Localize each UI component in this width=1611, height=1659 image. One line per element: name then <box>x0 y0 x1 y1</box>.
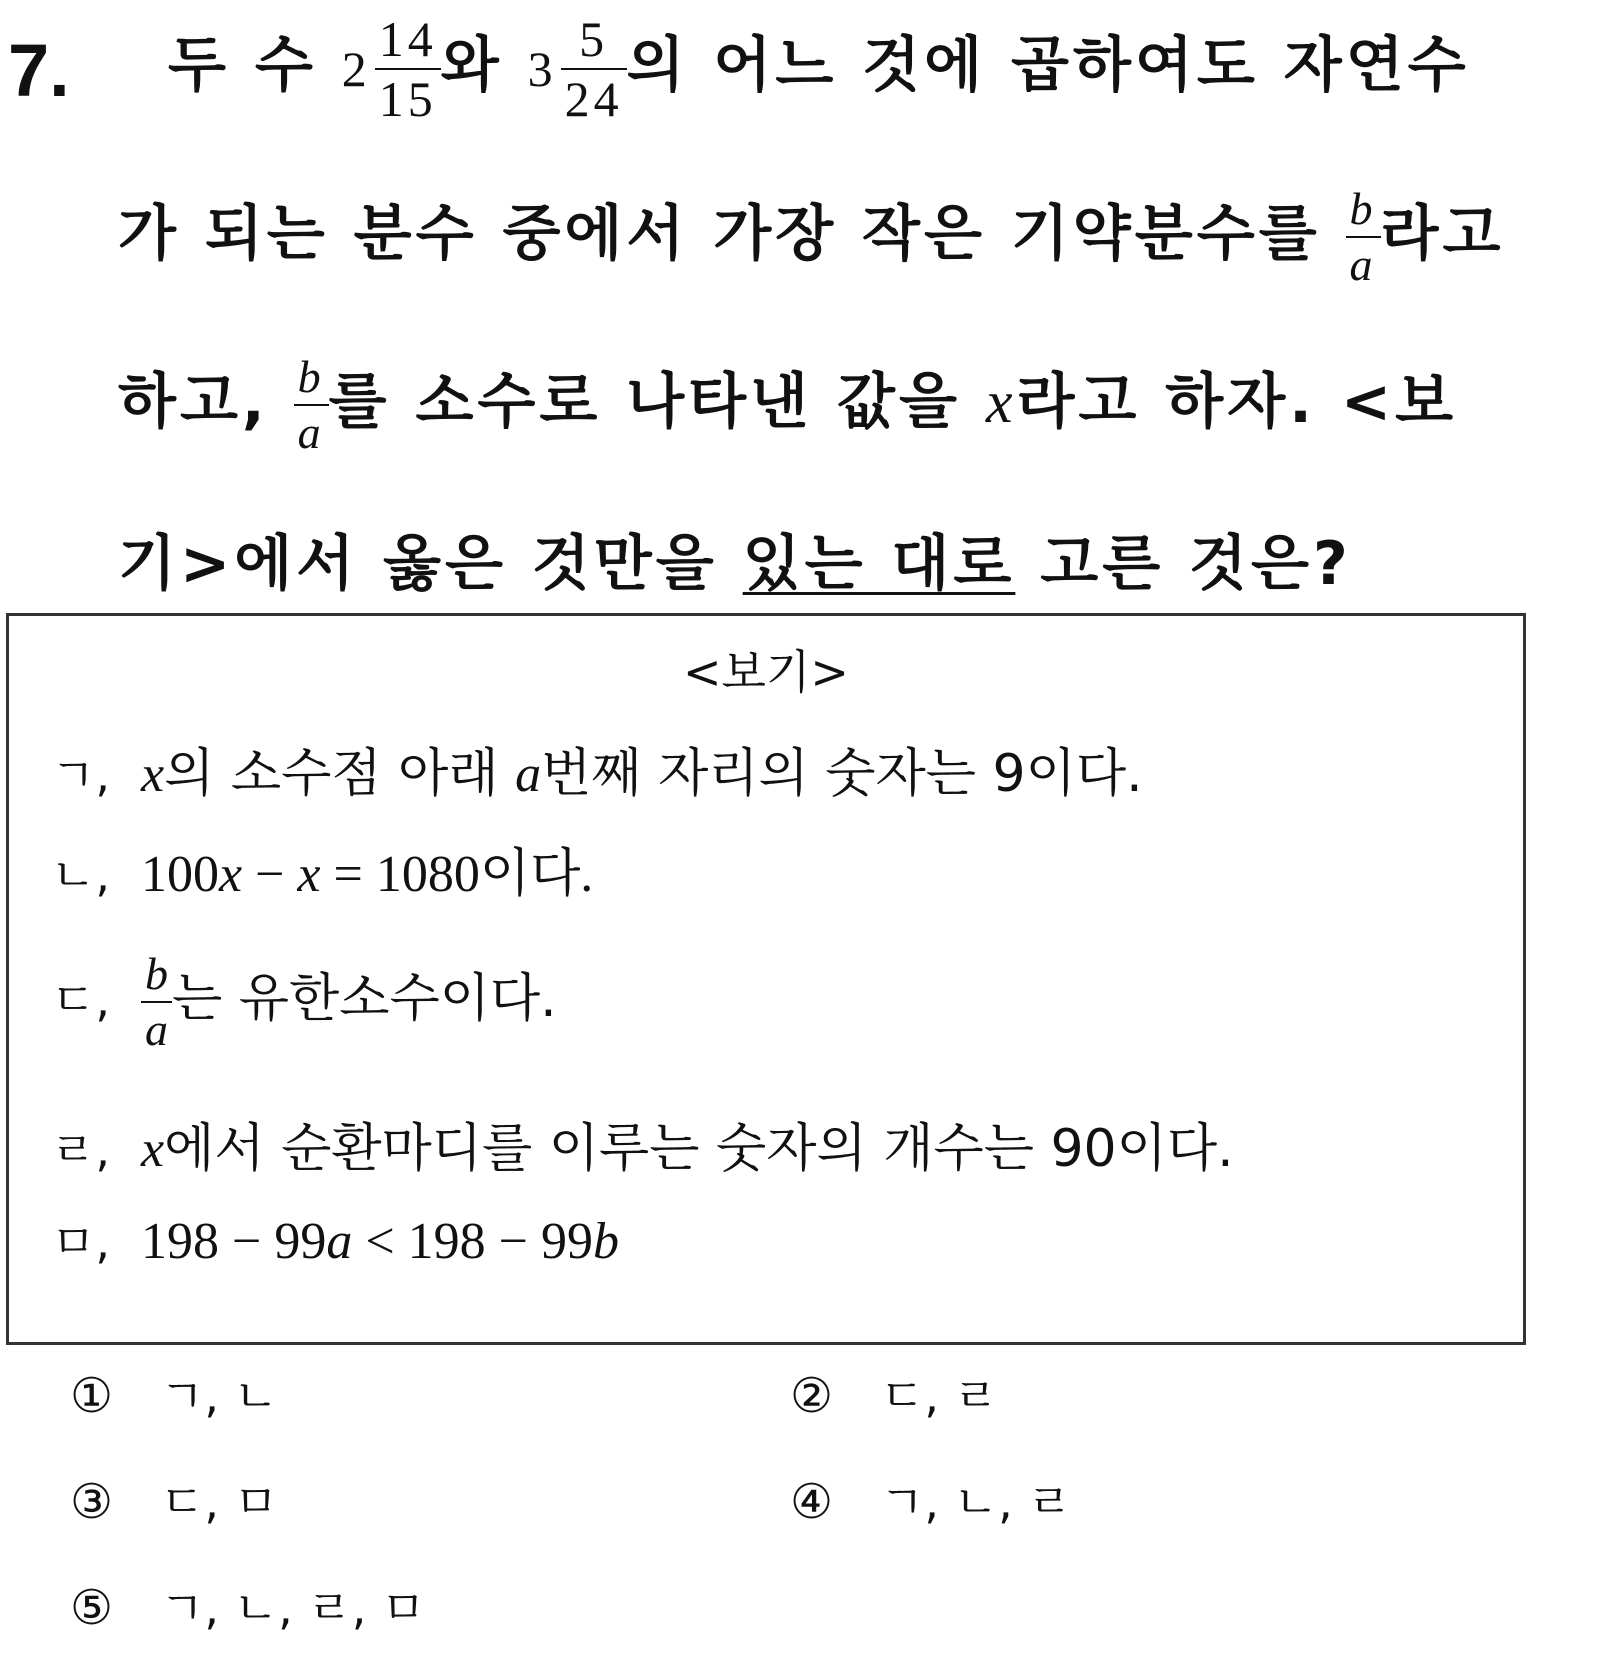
math-variable: x <box>219 846 243 903</box>
bogi-item-text: 198 − 99 <box>141 1213 327 1270</box>
math-variable: b <box>592 1213 619 1270</box>
fraction-b-over-a <box>141 948 172 1055</box>
bogi-item-mark: ㅁ, <box>51 1215 111 1269</box>
question-line-4 <box>118 516 1352 602</box>
fraction-denominator: 15 <box>378 71 437 127</box>
choice-number: ② <box>790 1368 834 1424</box>
fraction-denominator: a <box>1349 239 1377 291</box>
bogi-item-text: 100 <box>141 846 219 903</box>
answer-choice[interactable] <box>70 1466 278 1532</box>
fraction-numerator: b <box>145 948 168 999</box>
question-line-3 <box>118 351 1458 459</box>
bogi-item <box>51 731 1143 806</box>
question-text: 의 어느 것에 곱하여도 자연수 <box>626 30 1470 101</box>
fraction-denominator: 24 <box>564 71 623 127</box>
fraction-bar <box>141 1001 172 1003</box>
question-text: 가 되는 분수 중에서 가장 작은 기약분수를 <box>118 199 1321 269</box>
fraction-b-over-a <box>294 351 329 459</box>
choice-text: ㄱ, ㄴ, ㄹ, ㅁ <box>160 1581 426 1635</box>
fraction <box>375 11 441 127</box>
fraction-numerator: b <box>297 351 325 403</box>
choice-number: ① <box>70 1368 114 1424</box>
fraction-denominator: a <box>297 407 325 459</box>
bogi-item-text: = 1080이다. <box>320 846 594 903</box>
bogi-item-text: 번째 자리의 숫자는 9이다. <box>541 744 1143 804</box>
answer-choice[interactable] <box>790 1466 1072 1532</box>
bogi-item-mark: ㄷ, <box>51 973 111 1027</box>
fraction-bar <box>561 68 627 70</box>
bogi-item <box>51 831 593 906</box>
question-number: 7. <box>8 29 70 112</box>
fraction-bar <box>294 404 329 406</box>
bogi-item <box>51 1106 1234 1181</box>
mixed-whole: 2 <box>341 41 371 97</box>
bogi-item-mark: ㄱ, <box>51 748 111 802</box>
variable-x: x <box>985 369 1017 435</box>
underlined-text: 있는 대로 <box>742 529 1016 599</box>
question-text: 고른 것은? <box>1040 529 1352 599</box>
fraction-numerator: 5 <box>579 11 609 67</box>
bogi-title: <보기> <box>683 645 849 699</box>
math-variable: a <box>515 746 542 803</box>
question-text: 하고, <box>118 367 269 437</box>
fraction-bar <box>1346 236 1381 238</box>
answer-choice[interactable] <box>790 1360 998 1426</box>
choice-number: ④ <box>790 1474 834 1530</box>
bogi-item-mark: ㄴ, <box>51 848 111 902</box>
math-variable: x <box>141 1121 165 1178</box>
mixed-whole: 3 <box>527 41 557 97</box>
question-text: 기>에서 옳은 것만을 <box>118 529 718 599</box>
bogi-item-text: < 198 − 99 <box>352 1213 593 1270</box>
fraction-numerator: 14 <box>378 11 437 67</box>
math-variable: x <box>141 746 165 803</box>
question-text: 라고 하자. <보 <box>1016 367 1458 437</box>
answer-choice[interactable] <box>70 1572 425 1638</box>
choice-text: ㄷ, ㅁ <box>160 1475 279 1529</box>
fraction-denominator: a <box>145 1004 168 1055</box>
bogi-item-mark: ㄹ, <box>51 1123 111 1177</box>
mixed-number-1 <box>341 11 441 127</box>
question-text: 두 수 <box>168 30 317 101</box>
answer-choice[interactable] <box>70 1360 278 1426</box>
question-line-2 <box>118 183 1505 291</box>
choice-number: ⑤ <box>70 1580 114 1636</box>
math-variable: a <box>326 1213 353 1270</box>
fraction-bar <box>375 68 441 70</box>
fraction <box>561 11 627 127</box>
question-text: 와 <box>440 30 503 101</box>
choice-text: ㄱ, ㄴ, ㄹ <box>880 1475 1072 1529</box>
bogi-item <box>51 948 557 1055</box>
bogi-item-text: − <box>242 846 298 903</box>
choice-number: ③ <box>70 1474 114 1530</box>
question-line-1 <box>168 11 1470 127</box>
bogi-item-text: 에서 순환마디를 이루는 숫자의 개수는 90이다. <box>164 1119 1234 1179</box>
fraction-b-over-a <box>1346 183 1381 291</box>
math-variable: x <box>297 846 321 903</box>
bogi-item-text: 의 소수점 아래 <box>164 744 516 804</box>
bogi-item-text: 는 유한소수이다. <box>172 969 557 1029</box>
bogi-item <box>51 1206 619 1272</box>
fraction-numerator: b <box>1349 183 1377 235</box>
question-text: 를 소수로 나타낸 값을 <box>328 367 961 437</box>
mixed-number-2 <box>527 11 627 127</box>
question-text: 라고 <box>1380 199 1505 269</box>
choice-text: ㄱ, ㄴ <box>160 1369 279 1423</box>
choice-text: ㄷ, ㄹ <box>880 1369 999 1423</box>
bogi-box <box>6 613 1526 1345</box>
